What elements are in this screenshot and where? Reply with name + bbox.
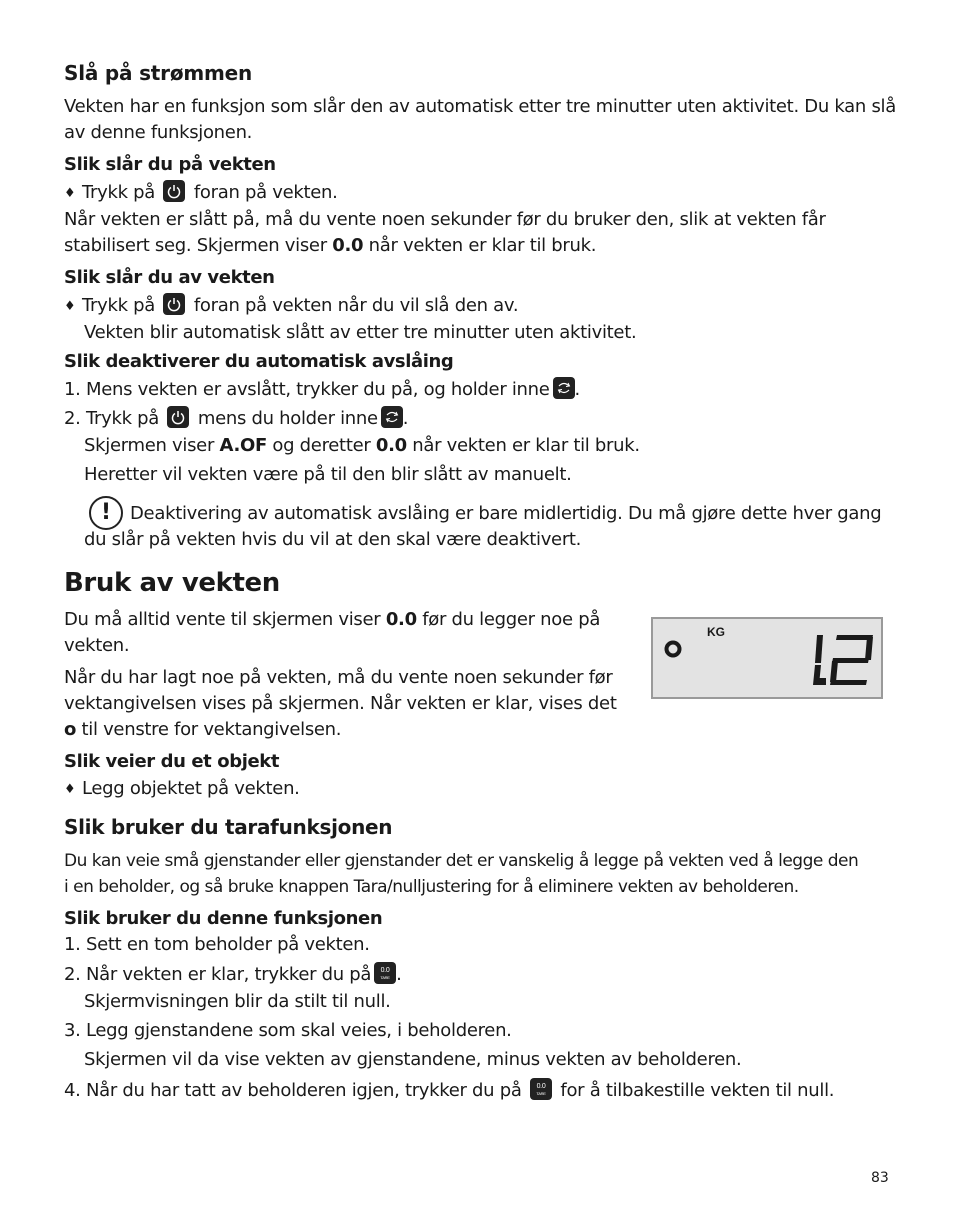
tare-icon bbox=[374, 962, 396, 984]
section-title-use: Bruk av vekten bbox=[64, 568, 280, 598]
heading-turn-on: Slik slår du på vekten bbox=[64, 154, 276, 175]
paragraph-line: Du må alltid vente til skjermen viser 0.0 før du legger noe på bbox=[64, 609, 601, 630]
paragraph-line: o til venstre for vektangivelsen. bbox=[64, 719, 342, 740]
display-digits bbox=[813, 635, 873, 685]
tare-step-4: 4. Når du har tatt av beholderen igjen, trykker du på 0.0 TARE for å tilbakestille vekten til null. bbox=[64, 1080, 835, 1101]
scale-display bbox=[651, 617, 883, 699]
heading-weigh: Slik veier du et objekt bbox=[64, 751, 280, 772]
bullet-icon: ♦ bbox=[64, 299, 76, 314]
warning-text: Deaktivering av automatisk avslåing er bare midlertidig. Du må gjøre dette hver gang bbox=[130, 503, 882, 524]
svg-text:0.0: 0.0 bbox=[380, 967, 390, 974]
paragraph-line: Når vekten er slått på, må du vente noen sekunder før du bruker den, slik at vekten får bbox=[64, 209, 826, 230]
warning-text: du slår på vekten hvis du vil at den skal være deaktivert. bbox=[84, 529, 582, 550]
intro-line: i en beholder, og så bruke knappen Tara/nulljustering for å eliminere vekten av beholderen. bbox=[64, 877, 799, 897]
svg-text:0.0: 0.0 bbox=[536, 1083, 546, 1090]
bullet-weigh: ♦ Legg objektet på vekten. bbox=[64, 778, 300, 799]
section-title-power: Slå på strømmen bbox=[64, 61, 253, 85]
intro-line: Vekten har en funksjon som slår den av automatisk etter tre minutter uten aktivitet. Du kan slå bbox=[64, 96, 896, 117]
after-line: Heretter vil vekten være på til den blir slått av manuelt. bbox=[84, 464, 572, 485]
warning-icon: ! bbox=[89, 496, 123, 530]
intro-line: av denne funksjonen. bbox=[64, 122, 253, 143]
tare-icon bbox=[530, 1078, 552, 1100]
bullet-turn-on: ♦ Trykk på foran på vekten. bbox=[64, 182, 338, 203]
power-icon bbox=[167, 406, 189, 428]
unit-switch-icon bbox=[553, 377, 575, 399]
bullet-icon: ♦ bbox=[64, 186, 76, 201]
scale-display-graphic bbox=[653, 619, 881, 697]
step-2: 2. Trykk på mens du holder inne . bbox=[64, 408, 409, 429]
heading-deactivate: Slik deaktiverer du automatisk avslåing bbox=[64, 351, 454, 372]
section-title-tare: Slik bruker du tarafunksjonen bbox=[64, 815, 393, 839]
tare-step-2: 2. Når vekten er klar, trykker du på 0.0 TARE . bbox=[64, 964, 402, 985]
paragraph-line: vektangivelsen vises på skjermen. Når vekten er klar, vises det bbox=[64, 693, 617, 714]
paragraph-line: stabilisert seg. Skjermen viser 0.0 når vekten er klar til bruk. bbox=[64, 235, 597, 256]
note-line: Vekten blir automatisk slått av etter tre minutter uten aktivitet. bbox=[84, 322, 637, 343]
step-1: 1. Mens vekten er avslått, trykker du på, og holder inne . bbox=[64, 379, 580, 400]
heading-turn-off: Slik slår du av vekten bbox=[64, 267, 275, 288]
tare-step-2-note: Skjermvisningen blir da stilt til null. bbox=[84, 991, 391, 1012]
paragraph-line: Når du har lagt noe på vekten, må du vente noen sekunder før bbox=[64, 667, 613, 688]
power-icon bbox=[163, 293, 185, 315]
paragraph-line: vekten. bbox=[64, 635, 130, 656]
tare-step-3-note: Skjermen vil da vise vekten av gjenstandene, minus vekten av beholderen. bbox=[84, 1049, 742, 1070]
svg-text:TARE: TARE bbox=[380, 975, 390, 980]
stable-indicator bbox=[667, 643, 680, 656]
tare-step-1: 1. Sett en tom beholder på vekten. bbox=[64, 934, 370, 955]
display-value bbox=[653, 619, 654, 620]
unit-switch-icon bbox=[381, 406, 403, 428]
svg-text:TARE: TARE bbox=[536, 1091, 546, 1096]
intro-line: Du kan veie små gjenstander eller gjenstander det er vanskelig å legge på vekten ved å legge den bbox=[64, 851, 859, 871]
display-unit: KG bbox=[707, 625, 725, 639]
heading-tare-steps: Slik bruker du denne funksjonen bbox=[64, 908, 383, 929]
bullet-icon: ♦ bbox=[64, 782, 76, 797]
power-icon bbox=[163, 180, 185, 202]
page-number: 83 bbox=[871, 1170, 889, 1186]
bullet-turn-off: ♦ Trykk på foran på vekten når du vil slå den av. bbox=[64, 295, 519, 316]
result-line: Skjermen viser A.OF og deretter 0.0 når vekten er klar til bruk. bbox=[84, 435, 640, 456]
tare-step-3: 3. Legg gjenstandene som skal veies, i beholderen. bbox=[64, 1020, 512, 1041]
